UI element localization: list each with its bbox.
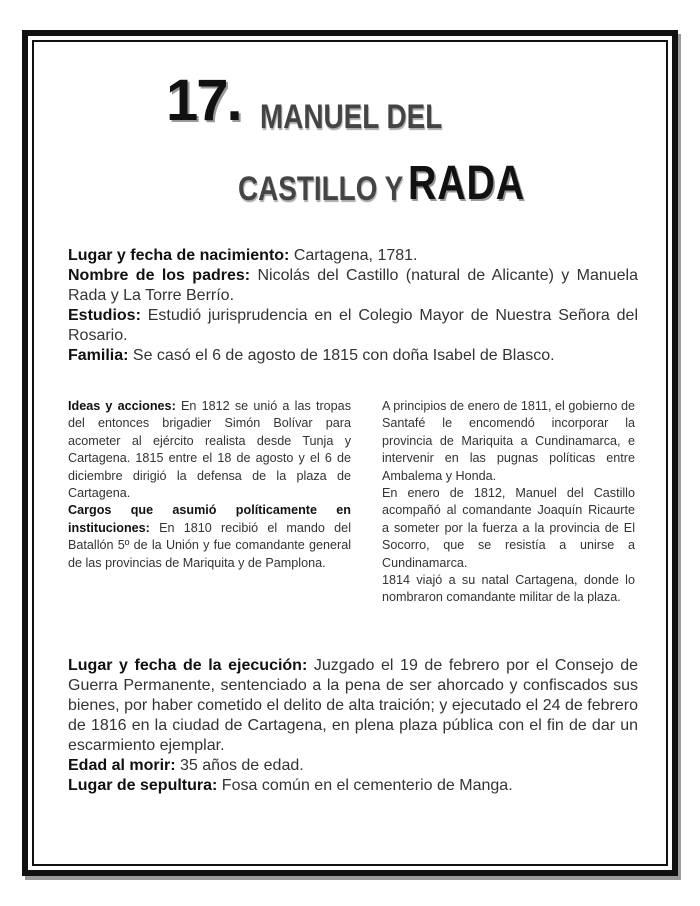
cargos-label: Cargos que asumió políticamente en instituciones: [68, 503, 351, 535]
left-column [68, 398, 351, 572]
family-value: Se casó el 6 de agosto de 1815 con doña Isabel de Blasco. [128, 347, 555, 364]
burial-row [68, 776, 638, 796]
ideas-value: En 1812 se unió a las tropas del entonces brigadier Simón Bolívar para acometer al ejército realista desde Tunja y Cartagena. 1815 entre el 18 de agosto y el 6 de diciembre dirigió la defensa de la plaza de Cartagena. [68, 399, 351, 501]
studies-row [68, 306, 638, 346]
birth-value: Cartagena, 1781. [289, 247, 418, 264]
paragraph-1812: En enero de 1812, Manuel del Castillo acompañó al comandante Joaquín Ricaurte a someter por la fuerza a la provincia de El Socorro, que se resistía a unirse a Cundinamarca. [382, 486, 635, 570]
birth-row [68, 246, 638, 266]
ideas-paragraph [68, 398, 351, 502]
execution-row [68, 656, 638, 756]
death-info [68, 656, 638, 796]
right-column [382, 398, 635, 607]
cargos-paragraph [68, 502, 351, 572]
birth-label: Lugar y fecha de nacimiento: [68, 247, 290, 264]
personal-info [68, 246, 638, 366]
paragraph-1814: 1814 viajó a su natal Cartagena, donde lo nombraron comandante militar de la plaza. [382, 573, 635, 605]
family-row [68, 346, 638, 366]
studies-value: Estudió jurisprudencia en el Colegio Mayor de Nuestra Señora del Rosario. [68, 307, 638, 344]
ideas-label: Ideas y acciones: [68, 399, 176, 413]
age-label: Edad al morir: [68, 757, 176, 774]
parents-value: Nicolás del Castillo (natural de Alicante) y Manuela Rada y La Torre Berrío. [68, 267, 639, 304]
age-value: 35 años de edad. [175, 757, 304, 774]
family-label: Familia: [68, 347, 129, 364]
burial-label: Lugar de sepultura: [68, 777, 218, 794]
burial-value: Fosa común en el cementerio de Manga. [217, 777, 513, 794]
paragraph-1811: A principios de enero de 1811, el gobierno de Santafé le encomendó incorporar la provincia de Mariquita a Cundinamarca, e intervenir en las pugnas políticas entre Ambalema y Honda. [382, 399, 635, 483]
title-line-1: MANUEL DEL [260, 98, 443, 136]
title-surname: RADA [408, 157, 525, 210]
studies-label: Estudios: [68, 307, 141, 324]
execution-value: Juzgado el 19 de febrero por el Consejo de Guerra Permanente, sentenciado a la pena de ser ahorcado y confiscados sus bienes, por haber cometido el delito de alta traición; y ejecutado el 24 de febrero de 1816 en la ciudad de Cartagena, en plena plaza pública con el fin de dar un escarmiento ejemplar. [68, 657, 639, 754]
age-row [68, 756, 638, 776]
cargos-value: En 1810 recibió el mando del Batallón 5º de la Unión y fue comandante general de las provincias de Mariquita y de Pamplona. [68, 520, 351, 570]
execution-label: Lugar y fecha de la ejecución: [68, 657, 308, 674]
parents-row [68, 266, 638, 306]
entry-number: 17. [166, 68, 241, 133]
title-line-2: CASTILLO Y [238, 170, 404, 208]
parents-label: Nombre de los padres: [68, 267, 251, 284]
